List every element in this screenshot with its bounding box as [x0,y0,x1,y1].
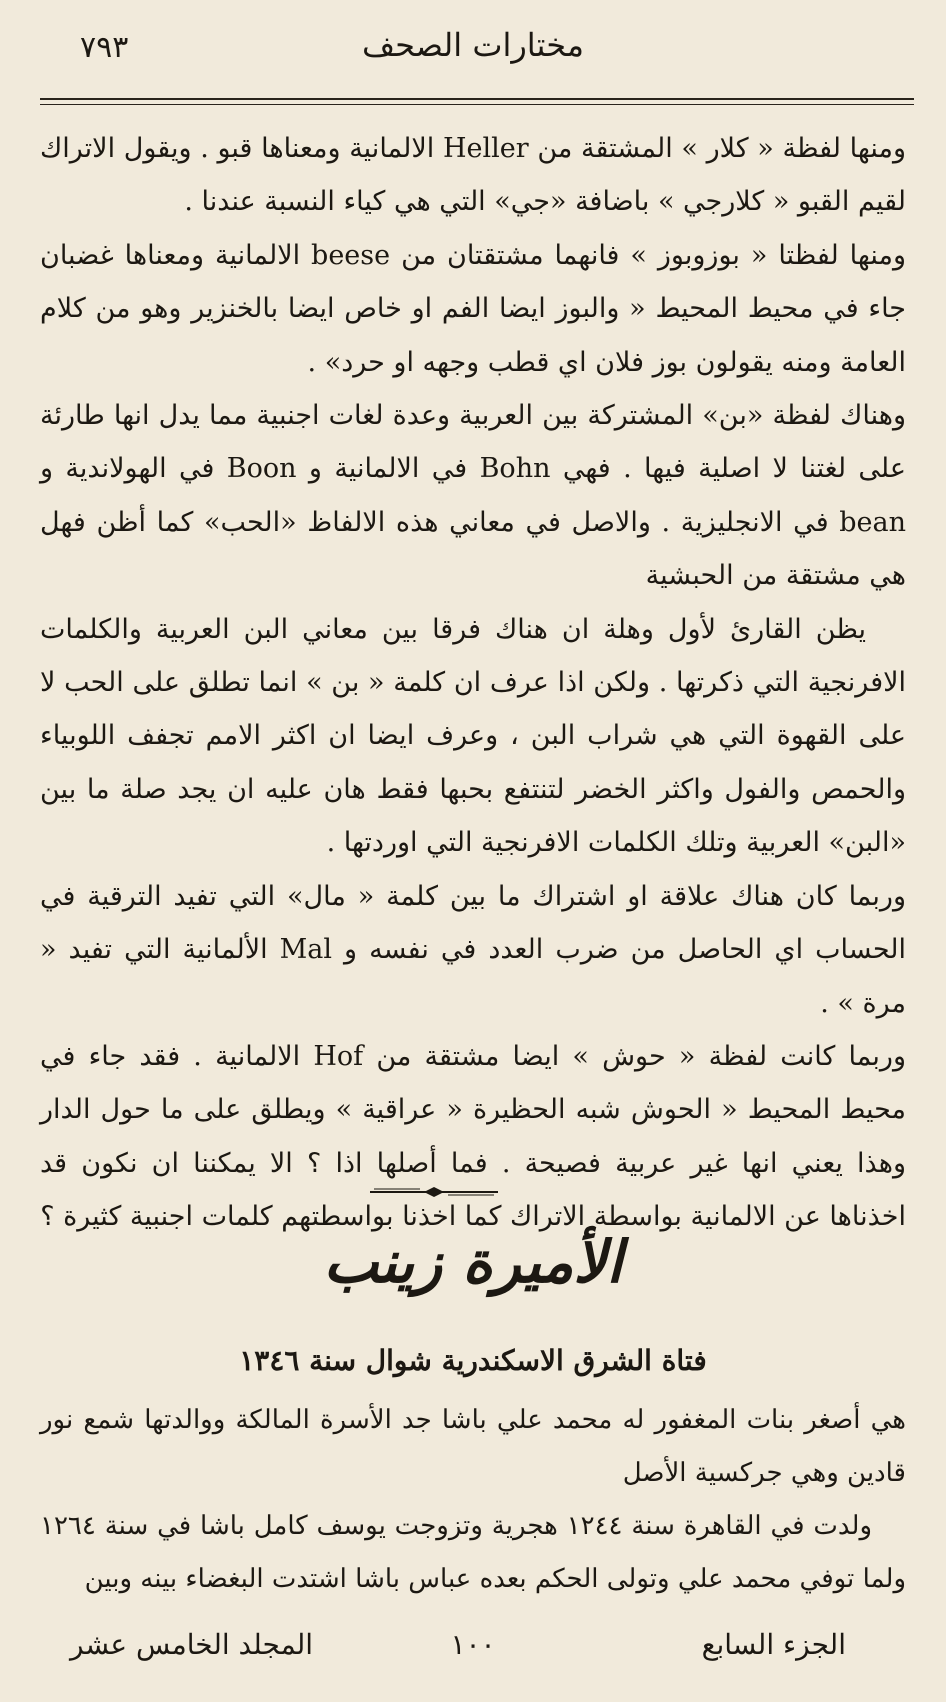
section-body [40,1394,906,1606]
page-footer [40,1628,906,1678]
footer-page-number: ١٠٠ [450,1628,496,1661]
footer-part: الجزء السابع [701,1628,846,1661]
paragraph: يظن القارئ لأول وهلة ان هناك فرقا بين معاني البن العربية والكلمات الافرنجية التي ذكرتها . ولكن اذا عرف ان كلمة « بن » انما تطلق على الحب لا على القهوة التي هي شراب البن ، وعرف ايضا ان اكثر الامم تجفف اللوبياء والحمص والفول واكثر الخضر لتنتفع بحبها فقط هان عليه ان يجد صلة ما بين «البن» العربية وتلك الكلمات الافرنجية التي اوردتها . [40,613,906,859]
paragraph: ومنها لفظة « كلار » المشتقة من Heller الالمانية ومعناها قبو . ويقول الاتراك لقيم القبو « كلارجي » باضافة «جي» التي هي كياء النسبة عندنا . [40,133,906,218]
header-rule [40,98,914,105]
paragraph: وربما كان هناك علاقة او اشتراك ما بين كلمة « مال» التي تفيد الترقية في الحساب اي الحاصل من ضرب العدد في نفسه و Mal الألمانية التي تفيد « مرة » . [40,880,906,1019]
article-body [40,122,906,1244]
paragraph: وربما كانت لفظة « حوش » ايضا مشتقة من Hof الالمانية . فقد جاء في محيط المحيط « الحوش شبه الحظيرة « عراقية » ويطلق على ما حول الدار وهذا يعني انها غير عربية فصيحة . فما أصلها اذا ؟ الا يمكننا ان نكون قد اخذناها عن الالمانية بواسطة الاتراك كما اخذنا بواسطتهم كلمات اجنبية كثيرة ؟ [40,1040,907,1233]
paragraph: ومنها لفظتا « بوزوبوز » فانهما مشتقتان من beese الالمانية ومعناها غضبان جاء في محيط المحيط « والبوز ايضا الفم او خاص ايضا بالخنزير وهو من كلام العامة ومنه يقولون بوز فلان اي قطب وجهه او حرد» . [40,239,907,378]
paragraph: ولدت في القاهرة سنة ١٢٤٤ هجرية وتزوجت يوسف كامل باشا في سنة ١٢٦٤ ولما توفي محمد علي وتولى الحكم بعده عباس باشا اشتدت البغضاء بينه وبين [40,1511,906,1594]
paragraph: وهناك لفظة «بن» المشتركة بين العربية وعدة لغات اجنبية مما يدل انها طارئة على لغتنا لا اصلية فيها . فهي Bohn في الالمانية و Boon في الهولاندية و bean في الانجليزية . والاصل في معاني هذه الالفاظ «الحب» كما أظن فهل هي مشتقة من الحبشية [40,400,906,592]
running-title: مختارات الصحف [361,26,584,64]
page-header [40,22,906,72]
section-subtitle: فتاة الشرق الاسكندرية شوال سنة ١٣٤٦ [239,1344,707,1377]
paragraph: هي أصغر بنات المغفور له محمد علي باشا جد الأسرة المالكة ووالدتها شمع نور قادين وهي جركسية الأصل [40,1405,906,1488]
section-divider-ornament [370,1186,498,1198]
section-title: الأميرة زينب [323,1228,623,1296]
footer-volume: المجلد الخامس عشر [70,1628,314,1661]
page-number: ٧٩٣ [80,30,129,65]
